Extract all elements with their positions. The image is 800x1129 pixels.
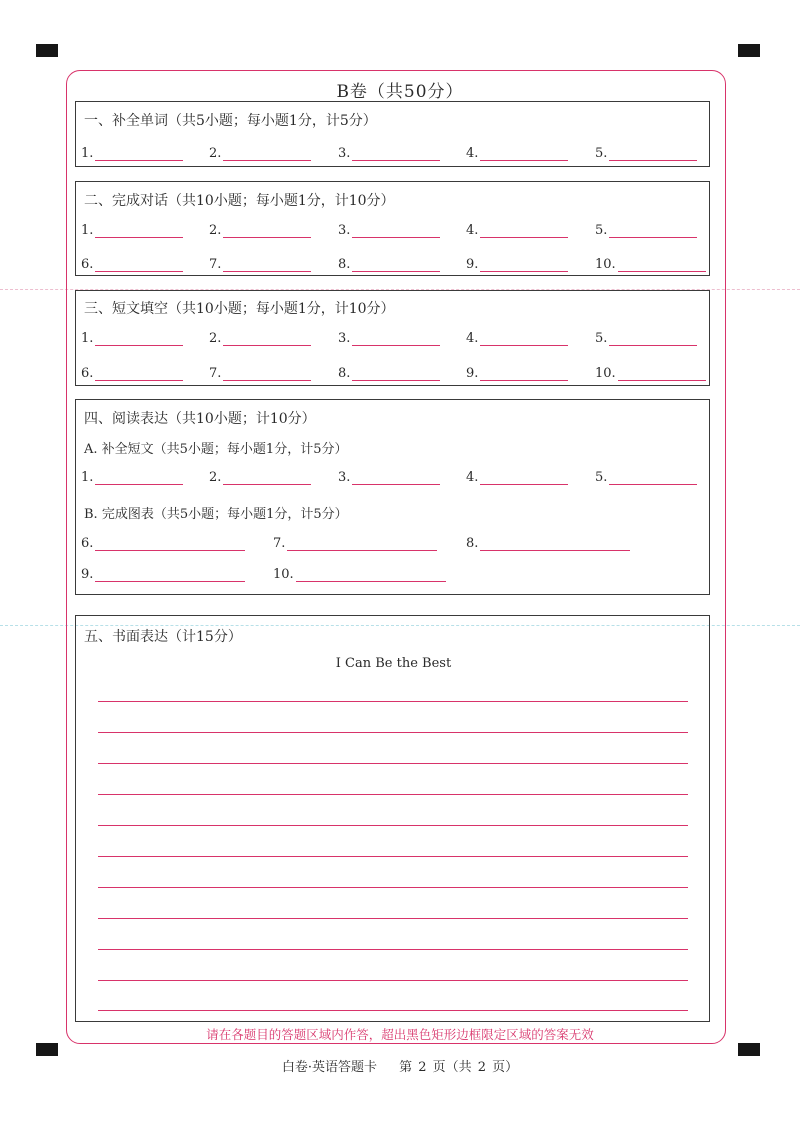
writing-line[interactable] xyxy=(98,794,688,795)
answer-blank[interactable] xyxy=(81,331,183,346)
section-passage-cloze xyxy=(75,290,710,386)
answer-blank[interactable] xyxy=(338,223,440,238)
question-number: 5. xyxy=(595,331,608,346)
writing-line[interactable] xyxy=(98,701,688,702)
corner-marker-icon xyxy=(738,44,760,57)
answer-blank[interactable] xyxy=(81,470,183,485)
question-number: 1. xyxy=(81,331,94,346)
page-footer xyxy=(0,1056,800,1075)
page-title: B卷（共50分） xyxy=(336,82,464,102)
question-number: 4. xyxy=(466,470,479,485)
answer-blank[interactable] xyxy=(466,331,568,346)
corner-marker-icon xyxy=(738,1043,760,1056)
question-number: 6. xyxy=(81,257,94,272)
section-dialogue-completion xyxy=(75,181,710,276)
question-number: 10. xyxy=(273,567,294,582)
writing-line[interactable] xyxy=(98,887,688,888)
answer-blank[interactable] xyxy=(81,146,183,161)
writing-line[interactable] xyxy=(98,825,688,826)
question-number: 3. xyxy=(338,146,351,161)
question-number: 1. xyxy=(81,470,94,485)
section-reading-expression xyxy=(75,399,710,595)
answer-area-warning: 请在各题目的答题区域内作答，超出黑色矩形边框限定区域的答案无效 xyxy=(206,1027,594,1042)
question-number: 6. xyxy=(81,536,94,551)
answer-blank[interactable] xyxy=(209,146,311,161)
writing-line[interactable] xyxy=(98,980,688,981)
answer-blank[interactable] xyxy=(209,470,311,485)
section-title: 四、阅读表达（共10小题；计10分） xyxy=(84,411,316,427)
corner-marker-icon xyxy=(36,1043,58,1056)
answer-blank[interactable] xyxy=(466,536,630,551)
answer-blank[interactable] xyxy=(466,366,568,381)
footer-doc-name: 白卷·英语答题卡 xyxy=(281,1060,377,1075)
answer-blank[interactable] xyxy=(466,470,568,485)
question-number: 3. xyxy=(338,223,351,238)
question-number: 1. xyxy=(81,223,94,238)
answer-blank[interactable] xyxy=(81,223,183,238)
answer-blank[interactable] xyxy=(209,223,311,238)
answer-blank[interactable] xyxy=(81,567,245,582)
answer-blank[interactable] xyxy=(209,331,311,346)
writing-line[interactable] xyxy=(98,856,688,857)
writing-line[interactable] xyxy=(98,1010,688,1011)
question-number: 3. xyxy=(338,470,351,485)
section-writing xyxy=(75,615,710,1022)
question-number: 8. xyxy=(338,366,351,381)
section-title: 二、完成对话（共10小题；每小题1分，计10分） xyxy=(84,193,395,209)
question-number: 9. xyxy=(81,567,94,582)
question-number: 1. xyxy=(81,146,94,161)
answer-blank[interactable] xyxy=(466,257,568,272)
question-number: 5. xyxy=(595,223,608,238)
question-number: 2. xyxy=(209,331,222,346)
part-b-title: B. 完成图表（共5小题；每小题1分，计5分） xyxy=(84,507,348,522)
answer-blank[interactable] xyxy=(209,366,311,381)
answer-blank[interactable] xyxy=(595,146,697,161)
writing-line[interactable] xyxy=(98,949,688,950)
question-number: 8. xyxy=(338,257,351,272)
answer-blank[interactable] xyxy=(466,223,568,238)
answer-blank[interactable] xyxy=(595,257,706,272)
answer-blank[interactable] xyxy=(338,470,440,485)
question-number: 8. xyxy=(466,536,479,551)
answer-blank[interactable] xyxy=(338,257,440,272)
question-number: 2. xyxy=(209,470,222,485)
answer-blank[interactable] xyxy=(338,331,440,346)
question-number: 4. xyxy=(466,331,479,346)
answer-blank[interactable] xyxy=(209,257,311,272)
question-number: 9. xyxy=(466,366,479,381)
answer-blank[interactable] xyxy=(273,567,446,582)
answer-blank[interactable] xyxy=(81,257,183,272)
essay-title: I Can Be the Best xyxy=(335,656,452,671)
answer-blank[interactable] xyxy=(595,223,697,238)
section-title: 一、补全单词（共5小题；每小题1分，计5分） xyxy=(84,113,377,129)
question-number: 7. xyxy=(273,536,286,551)
question-number: 9. xyxy=(466,257,479,272)
writing-line[interactable] xyxy=(98,763,688,764)
question-number: 2. xyxy=(209,146,222,161)
answer-blank[interactable] xyxy=(273,536,437,551)
question-number: 6. xyxy=(81,366,94,381)
section-word-completion xyxy=(75,101,710,167)
question-number: 4. xyxy=(466,223,479,238)
writing-line[interactable] xyxy=(98,732,688,733)
answer-blank[interactable] xyxy=(81,536,245,551)
question-number: 5. xyxy=(595,470,608,485)
answer-blank[interactable] xyxy=(595,366,706,381)
question-number: 3. xyxy=(338,331,351,346)
question-number: 5. xyxy=(595,146,608,161)
answer-blank[interactable] xyxy=(81,366,183,381)
question-number: 4. xyxy=(466,146,479,161)
answer-blank[interactable] xyxy=(595,470,697,485)
section-title: 三、短文填空（共10小题；每小题1分，计10分） xyxy=(84,301,395,317)
corner-marker-icon xyxy=(36,44,58,57)
question-number: 10. xyxy=(595,257,616,272)
answer-blank[interactable] xyxy=(595,331,697,346)
question-number: 7. xyxy=(209,366,222,381)
answer-blank[interactable] xyxy=(338,146,440,161)
answer-blank[interactable] xyxy=(338,366,440,381)
question-number: 10. xyxy=(595,366,616,381)
footer-page-number: 第 2 页（共 2 页） xyxy=(399,1060,519,1075)
question-number: 7. xyxy=(209,257,222,272)
part-a-title: A. 补全短文（共5小题；每小题1分，计5分） xyxy=(84,442,348,457)
question-number: 2. xyxy=(209,223,222,238)
writing-line[interactable] xyxy=(98,918,688,919)
section-title: 五、书面表达（计15分） xyxy=(84,629,242,645)
answer-blank[interactable] xyxy=(466,146,568,161)
